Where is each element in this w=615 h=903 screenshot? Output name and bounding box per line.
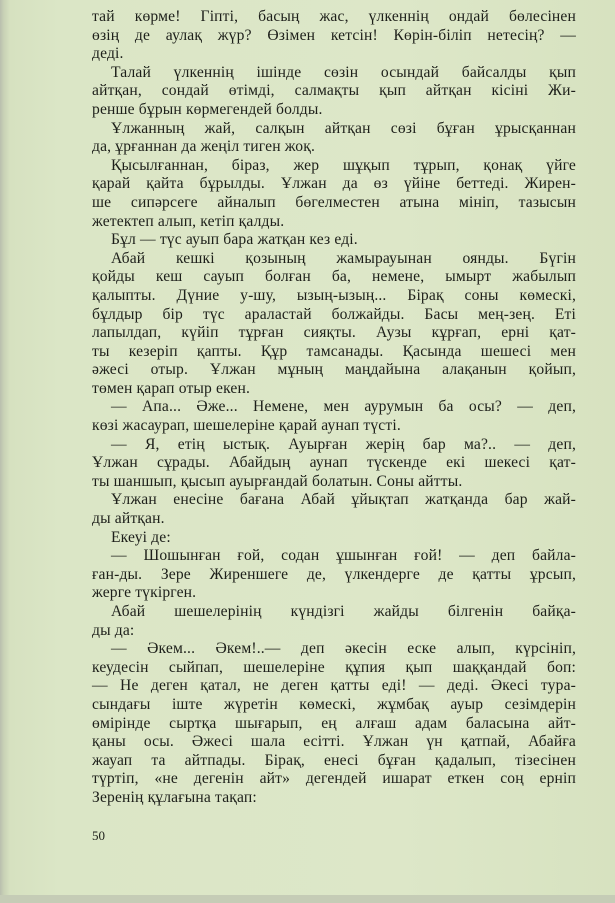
text-line: ше сипәрсеге айналып бөгелместен атына мініп, тазысын bbox=[92, 193, 576, 211]
text-line: тай көрме! Гіпті, басың жас, үлкеннің ондай бөлесінен bbox=[92, 8, 576, 25]
text-line: ған-ды. Зере Жиреншеге де, үлкендерге де қатты ұрсып, bbox=[92, 565, 576, 583]
page-number: 50 bbox=[92, 828, 105, 843]
text-line: — Я, етің ыстық. Ауырған жерің бар ма?.. — деп, bbox=[111, 435, 576, 453]
text-line: Қысылғаннан, біраз, жер шұқып тұрып, қонақ үйге bbox=[111, 156, 576, 174]
text-line: Зеренің құлағына тақап: bbox=[92, 788, 257, 806]
text-line: — Апа... Әже... Немене, мен аурумын ба осы? — деп, bbox=[111, 398, 576, 416]
text-line: ды да: bbox=[92, 621, 135, 639]
text-line: деді. bbox=[92, 45, 124, 63]
text-line: Талай үлкеннің ішінде сөзін осындай байсалды қып bbox=[111, 63, 576, 81]
text-line: Бұл — түс ауып бара жатқан кез еді. bbox=[111, 231, 358, 249]
text-line: өмірінде сыртқа шығарып, ең алғаш адам баласына айт- bbox=[92, 714, 576, 732]
text-line: Абай шешелерінің күндізгі жайды білгенін байқа- bbox=[111, 603, 576, 620]
text-line: Екеуі де: bbox=[111, 528, 171, 546]
text-line: қойды кеш сауып болған ба, немене, ымырт жабылып bbox=[92, 268, 576, 286]
text-line: жауап та айтпады. Бірақ, енесі бұған қадалып, тізесінен bbox=[92, 751, 576, 769]
text-line: ренше бұрын көрмегендей болды. bbox=[92, 100, 323, 118]
text-line: Абай кешкі қозының жамырауынан оянды. Бүгін bbox=[111, 249, 576, 267]
text-line: ты кезеріп қапты. Құр тамсанады. Қасында шешесі мен bbox=[92, 342, 576, 360]
text-line: қалыпты. Дүние у-шу, ызың-ызың... Бірақ соны көмескі, bbox=[92, 286, 576, 304]
text-line: — Әкем... Әкем!..— деп әкесін еске алып, күрсініп, bbox=[111, 640, 576, 658]
text-line: — Не деген қатал, не деген қатты еді! — деді. Әкесі тура- bbox=[92, 677, 576, 695]
text-line: жетектеп алып, кетіп қалды. bbox=[92, 212, 285, 230]
text-line: қарай қайта бұрылды. Ұлжан да өз үйіне беттеді. Жирен- bbox=[92, 175, 576, 193]
text-line: Ұлжан сұрады. Абайдың аунап түскенде екі шекесі қат- bbox=[92, 454, 576, 472]
body-text bbox=[92, 8, 576, 808]
page-bottom-edge bbox=[0, 895, 615, 903]
text-line: Ұлжанның жай, салқын айтқан сөзі бұған ұрысқаннан bbox=[111, 119, 576, 137]
text-line: әжесі отыр. Ұлжан мұның маңдайына алақанын қойып, bbox=[92, 361, 576, 379]
text-line: өзің де аулақ жүр? Өзімен кетсін! Көрін-біліп нетесің? — bbox=[92, 26, 576, 44]
text-line: айтқан, сондай өтімді, салмақты қып айтқан кісіні Жи- bbox=[92, 82, 576, 100]
text-line: бұлдыр бір түс араластай болжайды. Басы мең-зең. Еті bbox=[92, 305, 576, 323]
text-line: кеудесін сыйпап, шешелеріне құпия қып шаққандай боп: bbox=[92, 658, 576, 676]
text-line: Ұлжан енесіне бағана Абай ұйықтап жатқанда бар жай- bbox=[111, 491, 576, 509]
text-line: жерге түкірген. bbox=[92, 584, 197, 602]
text-line: да, ұрғаннан да жеңіл тиген жоқ. bbox=[92, 138, 315, 156]
text-line: көзі жасаурап, шешелеріне қарай аунап түсті. bbox=[92, 417, 401, 435]
text-line: — Шошынған ғой, содан ұшынған ғой! — деп байла- bbox=[111, 547, 576, 565]
text-line: қаны осы. Әжесі шала есітті. Ұлжан үн қатпай, Абайға bbox=[92, 733, 576, 751]
text-line: лапылдап, күйіп тұрған сияқты. Аузы кұрғап, ерні қат- bbox=[92, 324, 576, 342]
text-line: сындағы іште жүретін көмескі, жұмбақ ауыр сезімдерін bbox=[92, 695, 576, 713]
text-line: төмен қарап отыр екен. bbox=[92, 379, 251, 397]
text-line: ты шаншып, қысып ауырғандай болатын. Соны айтты. bbox=[92, 472, 463, 490]
text-line: түртіп, «не дегенін айт» дегендей ишарат еткен соң ерніп bbox=[92, 770, 576, 788]
text-line: ды айтқан. bbox=[92, 510, 165, 528]
